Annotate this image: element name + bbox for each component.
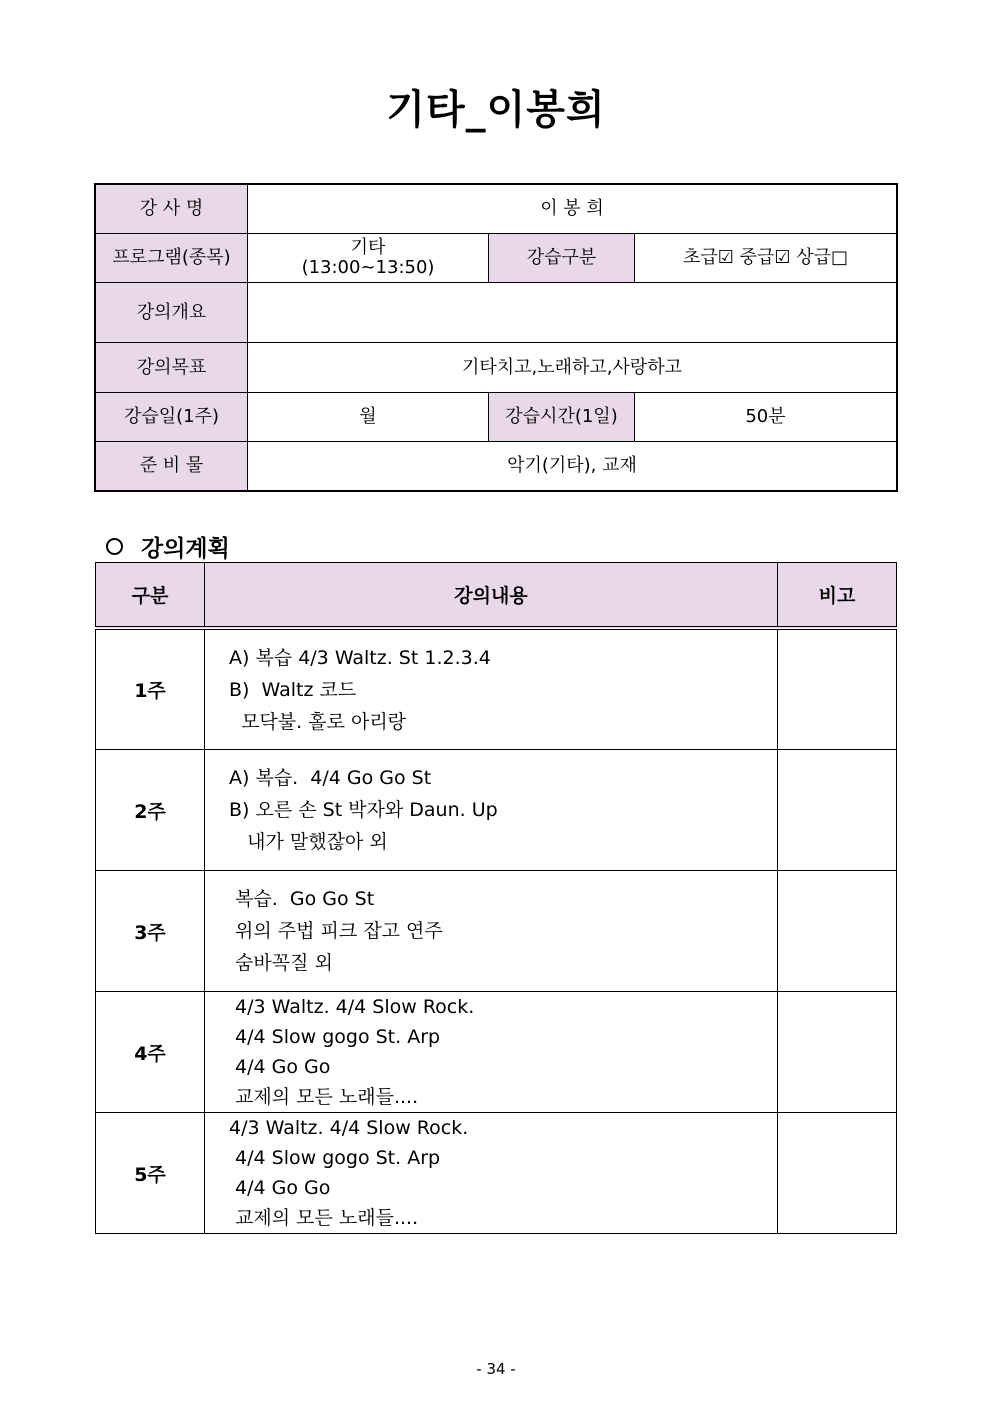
instructor-value: 이 봉 희 [248, 185, 897, 234]
table-row [96, 750, 897, 871]
content-line: 교제의 모든 노래들.... [229, 1207, 419, 1229]
lecture-plan-table [95, 562, 897, 1234]
content-line: 모닥불. 홀로 아리랑 [229, 710, 407, 733]
content-line: 교제의 모든 노래들.... [229, 1086, 419, 1108]
page-number: - 34 - [476, 1360, 516, 1378]
course-info-table [95, 184, 897, 491]
instructor-label: 강 사 명 [96, 185, 248, 234]
week-cell: 2주 [96, 750, 205, 871]
content-cell [205, 628, 778, 750]
page-title: 기타_이봉희 [386, 87, 606, 133]
overview-value [248, 283, 897, 343]
content-line: 4/4 Slow gogo St. Arp [229, 1147, 441, 1169]
program-value [248, 234, 489, 283]
content-cell [205, 871, 778, 992]
time-label: 강습시간(1일) [489, 393, 635, 442]
content-line: 4/4 Slow gogo St. Arp [229, 1026, 441, 1048]
goal-value: 기타치고,노래하고,사랑하고 [248, 343, 897, 393]
program-value-line1: 기타 [350, 237, 386, 259]
content-cell [205, 750, 778, 871]
content-line: 복습. Go Go St [229, 888, 375, 910]
materials-label: 준 비 물 [96, 442, 248, 491]
goal-label: 강의목표 [96, 343, 248, 393]
overview-label: 강의개요 [96, 283, 248, 343]
header-week: 구분 [96, 563, 205, 629]
table-row [96, 992, 897, 1113]
plan-section-heading [106, 530, 230, 563]
circle-bullet-icon [106, 538, 123, 555]
content-line: A) 복습. 4/4 Go Go St [229, 767, 432, 789]
table-row [96, 1113, 897, 1234]
week-cell: 3주 [96, 871, 205, 992]
content-cell [205, 992, 778, 1113]
content-cell [205, 1113, 778, 1234]
note-cell [778, 992, 897, 1113]
day-label: 강습일(1주) [96, 393, 248, 442]
content-line: 4/3 Waltz. 4/4 Slow Rock. [229, 996, 475, 1018]
content-line: B) 오른 손 St 박자와 Daun. Up [229, 799, 498, 821]
week-cell: 4주 [96, 992, 205, 1113]
note-cell [778, 1113, 897, 1234]
content-line: A) 복습 4/3 Waltz. St 1.2.3.4 [229, 646, 491, 669]
program-label: 프로그램(종목) [96, 234, 248, 283]
note-cell [778, 628, 897, 750]
content-line: 4/4 Go Go [229, 1056, 331, 1078]
week-cell: 1주 [96, 628, 205, 750]
note-cell [778, 871, 897, 992]
header-note: 비고 [778, 563, 897, 629]
header-content: 강의내용 [205, 563, 778, 629]
content-line: 내가 말했잖아 외 [229, 831, 388, 853]
note-cell [778, 750, 897, 871]
level-label: 강습구분 [489, 234, 635, 283]
table-row [96, 628, 897, 750]
table-row [96, 871, 897, 992]
day-value: 월 [248, 393, 489, 442]
materials-value: 악기(기타), 교재 [248, 442, 897, 491]
content-line: 4/3 Waltz. 4/4 Slow Rock. [229, 1117, 469, 1139]
content-line: 숨바꼭질 외 [229, 952, 333, 974]
week-cell: 5주 [96, 1113, 205, 1234]
plan-heading-text: 강의계획 [141, 536, 230, 562]
content-line: B) Waltz 코드 [229, 678, 357, 701]
time-value: 50분 [635, 393, 897, 442]
content-line: 위의 주법 피크 잡고 연주 [229, 920, 443, 942]
program-value-line2: (13:00~13:50) [301, 257, 435, 278]
content-line: 4/4 Go Go [229, 1177, 331, 1199]
level-value: 초급☑ 중급☑ 상급□ [635, 234, 897, 283]
